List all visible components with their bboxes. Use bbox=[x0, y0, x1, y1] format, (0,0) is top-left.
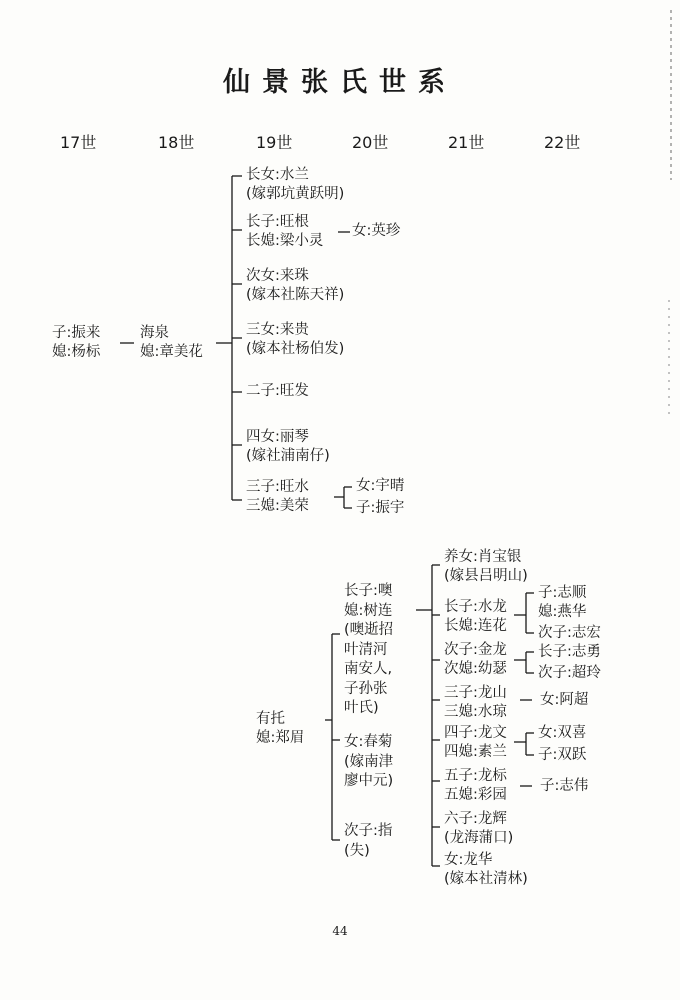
g21-shuangxi: 女:双喜 bbox=[538, 725, 587, 741]
g20-yingzhen: 女:英珍 bbox=[352, 223, 401, 239]
g20-jinlong: 次子:金龙 次媳:幼瑟 bbox=[444, 642, 507, 677]
g21-shuangyue: 子:双跃 bbox=[538, 747, 587, 763]
g20-longwen: 四子:龙文 四媳:素兰 bbox=[444, 725, 507, 760]
generation-18-header: 18世 bbox=[158, 133, 195, 152]
g21-zhishun: 子:志顺 媳:燕华 bbox=[538, 585, 587, 620]
scan-edge-marks bbox=[666, 0, 676, 1000]
g20-longhua: 女:龙华 (嫁本社清林) bbox=[444, 852, 528, 887]
g21-chaoling: 次子:超玲 bbox=[538, 665, 601, 681]
g19-chunju: 女:春菊 (嫁南津 廖中元) bbox=[344, 734, 394, 789]
g20-xiaobaoyin: 养女:肖宝银 (嫁县吕明山) bbox=[444, 549, 528, 584]
g20-longhui: 六子:龙辉 (龙海蒲口) bbox=[444, 811, 514, 846]
generation-17-header: 17世 bbox=[60, 133, 97, 152]
g20-shuilong: 长子:水龙 长媳:连花 bbox=[444, 599, 507, 634]
page-number: 44 bbox=[332, 924, 348, 938]
g19-wanggen: 长子:旺根 长媳:梁小灵 bbox=[246, 214, 324, 249]
g19-laizhu: 次女:来珠 (嫁本社陈天祥) bbox=[246, 268, 345, 303]
page-title: 仙景张氏世系 bbox=[223, 67, 457, 98]
g19-liqin: 四女:丽琴 (嫁社浦南仔) bbox=[246, 429, 330, 464]
g19-shuilan: 长女:水兰 (嫁郭坑黄跃明) bbox=[246, 167, 345, 202]
g20-longshan: 三子:龙山 三媳:水琼 bbox=[444, 685, 507, 720]
g19-zhi: 次子:指 (失) bbox=[344, 823, 393, 859]
g19-wangshui: 三子:旺水 三媳:美荣 bbox=[246, 479, 309, 514]
g21-achao: 女:阿超 bbox=[540, 692, 589, 708]
generation-22-header: 22世 bbox=[544, 133, 581, 152]
g21-zhiwei: 子:志伟 bbox=[540, 778, 589, 794]
g18-youtuo: 有托 媳:郑眉 bbox=[256, 711, 305, 746]
g20-longbiao: 五子:龙标 五媳:彩园 bbox=[444, 768, 507, 803]
g19-laigui: 三女:来贵 (嫁本社杨伯发) bbox=[246, 322, 345, 357]
g18-haiquan: 海泉 媳:章美花 bbox=[140, 325, 203, 360]
g21-zhihong: 次子:志宏 bbox=[538, 625, 601, 641]
g19-ao: 长子:噢 媳:树连 (噢逝招 叶清河 南安人, 子孙张 叶氏) bbox=[344, 583, 394, 716]
g20-zhenyu: 子:振宇 bbox=[356, 500, 405, 516]
generation-19-header: 19世 bbox=[256, 133, 293, 152]
g21-zhiyong: 长子:志勇 bbox=[538, 644, 601, 660]
generation-21-header: 21世 bbox=[448, 133, 485, 152]
g19-wangfa: 二子:旺发 bbox=[246, 383, 309, 399]
generation-20-header: 20世 bbox=[352, 133, 389, 152]
g20-yuqing: 女:宇晴 bbox=[356, 478, 405, 494]
g17-zhenlai: 子:振来 媳:杨标 bbox=[52, 325, 101, 360]
